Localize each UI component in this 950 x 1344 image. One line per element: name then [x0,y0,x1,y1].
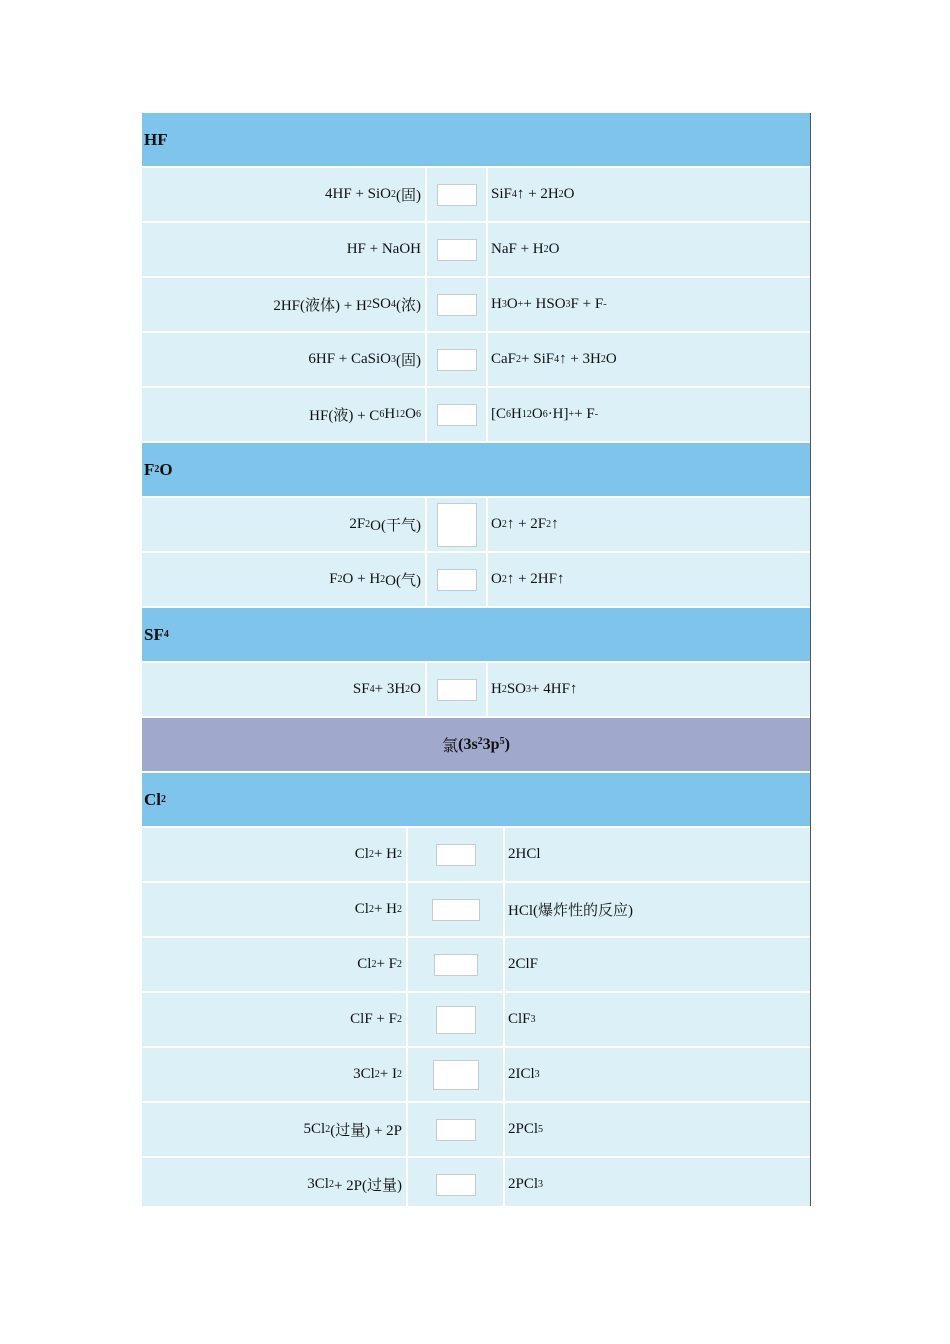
electron-config [458,736,510,754]
products-cell [505,993,810,1046]
formula-text: + F [574,406,595,422]
arrow-cell [427,553,486,606]
subscript: 2 [337,574,343,585]
condition-box [436,1006,476,1034]
condition-box [437,184,477,206]
subscript: 6 [416,409,421,420]
condition-box [436,1119,476,1141]
arrow-cell [408,883,503,936]
products-cell [488,663,810,716]
formula-text: O [548,241,560,257]
subscript: 2 [397,1069,402,1080]
formula-text: O + H [342,571,381,587]
arrow-cell [408,1158,503,1206]
arrow-cell [427,168,486,221]
config-text: (3s [458,735,478,753]
subscript: 6 [506,409,511,420]
formula-text: NaF + H [491,241,544,257]
formula-text: + H [373,901,397,917]
subscript: 2 [397,1014,402,1025]
formula-text: 5Cl [303,1121,326,1137]
arrow-cell [427,223,486,276]
formula-text: ClF + F [350,1011,397,1027]
reactants-cell [142,1103,406,1156]
formula-text: CaF [491,351,517,367]
subscript: 4 [163,629,169,640]
reactants-cell [142,993,406,1046]
condition-box [437,294,477,316]
formula-text: + 2P(过量) [333,1178,402,1194]
arrow-cell [427,663,486,716]
formula-text: + I [379,1066,397,1082]
subscript: 3 [538,1179,544,1190]
subscript: 4 [511,189,517,200]
reactants-cell [142,333,425,386]
formula-text: ↑ + 2HF↑ [506,571,565,587]
subscript: 6 [379,409,385,420]
superscript: 2 [477,735,483,747]
products-cell [505,883,810,936]
reactants-cell [142,663,425,716]
formula-text: ↑ + 2H [516,186,559,202]
subscript: 2 [546,519,552,530]
formula-text: O [506,296,518,312]
arrow-cell [427,388,486,441]
reactants-cell [142,883,406,936]
formula-text: Cl [354,901,369,917]
subscript: 2 [368,849,374,860]
arrow-cell [427,498,486,551]
subscript: 2 [161,794,166,805]
reaction-row [142,498,810,553]
superscript: - [603,299,607,310]
subscript: 3 [534,1069,540,1080]
formula-text: H [491,296,502,312]
formula-text: SF [352,681,370,697]
subscript: 2 [516,354,522,365]
formula-text: 2HF(液体) + H [273,298,367,314]
products-cell [505,938,810,991]
subscript: 2 [397,959,402,970]
products-cell [488,498,810,551]
formula-text: HF(液) + C [309,408,380,424]
formula-text: SO [506,681,527,697]
reaction-table [142,113,811,1206]
section-header-f2o [142,443,810,498]
products-cell [488,278,810,331]
reactants-cell [142,553,425,606]
reactants-cell [142,1048,406,1101]
formula-text: ClF [508,1011,531,1027]
subscript: 2 [501,684,507,695]
reactants-cell [142,1158,406,1206]
formula-text: Cl [357,956,372,972]
formula-text: ↑ + 3H [559,351,601,367]
formula-text: O(气) [385,573,421,589]
formula-text: 2ClF [508,956,539,972]
subscript: 2 [366,299,372,310]
formula-text: 2HCl [508,846,541,862]
reaction-row [142,1158,810,1206]
formula-text: + 4HF↑ [531,681,578,697]
condition-box [436,1174,476,1196]
formula-text: 2ICl [508,1066,535,1082]
subscript: 2 [558,189,564,200]
reaction-row [142,828,810,883]
superscript: + [568,409,575,420]
superscript: - [594,409,599,420]
products-cell [505,1158,810,1206]
condition-box [437,404,477,426]
superscript: + [517,299,524,310]
arrow-cell [408,828,503,881]
products-cell [505,1048,810,1101]
reaction-row [142,1103,810,1158]
formula-text: HCl(爆炸性的反应) [508,903,633,919]
subscript: 2 [328,1179,334,1190]
subscript: 3 [565,299,571,310]
products-cell [488,333,810,386]
condition-box [437,239,477,261]
condition-box [437,569,477,591]
reaction-row [142,1048,810,1103]
formula-text: SO [371,296,391,312]
formula-text: (固) [396,353,421,369]
subscript: 2 [397,849,402,860]
formula-text: [C [491,406,506,422]
subscript: 2 [501,519,507,530]
section-title: O [159,459,173,479]
subscript: 3 [391,354,396,365]
config-text: 3p [482,735,500,753]
reaction-row [142,388,810,443]
condition-box [437,679,477,701]
reaction-row [142,553,810,608]
subscript: 4 [369,684,375,695]
subscript: 3 [530,1014,536,1025]
formula-text: (浓) [396,298,421,314]
formula-text: O [405,406,416,422]
formula-text: 6HF + CaSiO [308,351,391,367]
subscript: 2 [154,464,160,475]
subscript: 2 [374,1069,380,1080]
section-title: Cl [144,789,161,809]
formula-text: H [511,406,522,422]
products-cell [505,828,810,881]
formula-text: HF + NaOH [346,241,421,257]
products-cell [488,388,810,441]
subscript: 5 [538,1124,544,1135]
element-name: 氯 [442,738,459,755]
condition-box [432,899,480,921]
formula-text: O [531,406,543,422]
subscript: 3 [501,299,507,310]
arrow-cell [408,993,503,1046]
arrow-cell [408,1103,503,1156]
arrow-cell [408,938,503,991]
formula-text: 2PCl [508,1121,539,1137]
formula-text: + HSO [523,296,566,312]
subscript: 2 [543,244,549,255]
reactants-cell [142,828,406,881]
reactants-cell [142,168,425,221]
element-header-chlorine [142,718,810,773]
reaction-row [142,168,810,223]
subscript: 2 [325,1124,331,1135]
formula-text: F [329,571,338,587]
formula-text: O [563,186,575,202]
formula-text: 3Cl [353,1066,375,1082]
reactants-cell [142,938,406,991]
formula-text: 4HF + SiO [325,186,391,202]
condition-box [437,503,477,547]
formula-text: ·H] [547,406,569,422]
reaction-row [142,993,810,1048]
formula-text: Cl [354,846,369,862]
products-cell [505,1103,810,1156]
formula-text: O [605,351,617,367]
condition-box [433,1060,479,1090]
formula-text: 2PCl [508,1176,539,1192]
subscript: 2 [397,904,402,915]
formula-text: O(干气) [370,518,421,534]
formula-text: SiF [491,186,512,202]
reactants-cell [142,498,425,551]
formula-text: (固) [396,188,421,204]
formula-text: F + F [570,296,604,312]
arrow-cell [427,278,486,331]
subscript: 6 [542,409,548,420]
formula-text: + 3H [374,681,406,697]
formula-text: H [384,406,396,422]
formula-text: O [491,571,502,587]
subscript: 2 [600,354,606,365]
reactants-cell [142,278,425,331]
reaction-row [142,663,810,718]
formula-text: O [410,681,421,697]
formula-text: O [491,516,502,532]
subscript: 2 [380,574,386,585]
subscript: 2 [365,519,371,530]
section-title: F [144,459,155,479]
formula-text: + F [376,956,397,972]
formula-text: ↑ + 2F [506,516,547,532]
products-cell [488,223,810,276]
reaction-row [142,883,810,938]
reactants-cell [142,223,425,276]
arrow-cell [427,333,486,386]
subscript: 12 [395,409,406,420]
subscript: 2 [371,959,377,970]
section-header-sf4 [142,608,810,663]
products-cell [488,168,810,221]
subscript: 2 [391,189,396,200]
subscript: 2 [405,684,411,695]
condition-box [437,349,477,371]
condition-box [434,954,478,976]
formula-text: + SiF [521,351,555,367]
condition-box [436,844,476,866]
reaction-row [142,938,810,993]
subscript: 12 [521,409,532,420]
subscript: 4 [554,354,560,365]
formula-text: 3Cl [307,1176,329,1192]
formula-text: + H [373,846,397,862]
subscript: 4 [391,299,396,310]
subscript: 2 [368,904,374,915]
section-title: HF [144,129,168,149]
formula-text: ↑ [551,516,559,532]
formula-text: (过量) + 2P [330,1123,402,1139]
arrow-cell [408,1048,503,1101]
products-cell [488,553,810,606]
formula-text: H [491,681,502,697]
formula-text: 2F [349,516,366,532]
subscript: 2 [501,574,507,585]
reaction-row [142,333,810,388]
reaction-row [142,223,810,278]
reactants-cell [142,388,425,441]
section-header-cl2 [142,773,810,828]
section-header-hf [142,113,810,168]
subscript: 3 [526,684,532,695]
config-text: ) [504,735,510,753]
superscript: 5 [499,735,505,747]
section-title: SF [144,624,164,644]
reaction-row [142,278,810,333]
